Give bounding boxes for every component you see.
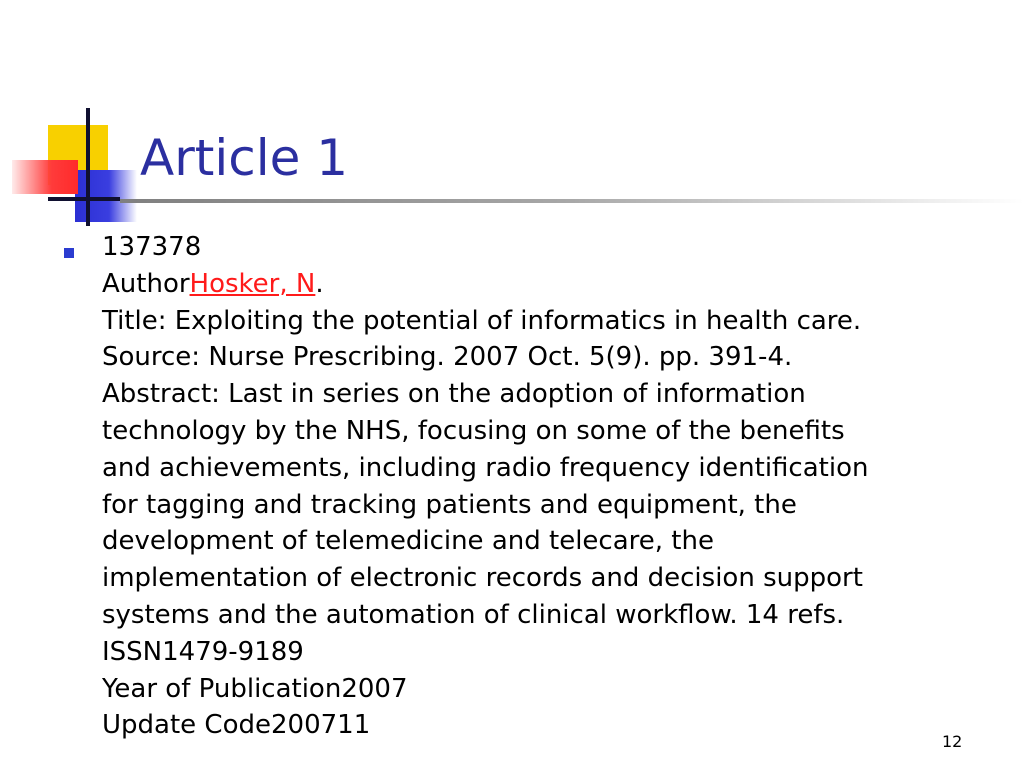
page-number: 12: [942, 732, 963, 751]
record-update-code: Update Code200711: [102, 710, 371, 741]
abstract-line: technology by the NHS, focusing on some of the benefits: [102, 415, 845, 446]
author-suffix: .: [315, 268, 324, 299]
author-link[interactable]: Hosker, N: [189, 268, 316, 299]
record-source: Source: Nurse Prescribing. 2007 Oct. 5(9). pp. 391-4.: [102, 342, 793, 373]
decor-horizontal-line: [48, 197, 120, 201]
author-label: Author: [102, 268, 190, 299]
decor-blue-square: [75, 170, 137, 222]
slide-title: Article 1: [140, 129, 349, 187]
bullet-square-icon: [64, 248, 74, 258]
decor-red-bar: [12, 160, 78, 194]
title-underline-rule: [120, 199, 1024, 203]
record-id: 137378: [102, 232, 202, 262]
abstract-line: Abstract: Last in series on the adoption of information: [102, 379, 806, 410]
abstract-line: development of telemedicine and telecare, the: [102, 526, 714, 557]
abstract-line: implementation of electronic records and decision support: [102, 563, 863, 594]
record-issn: ISSN1479-9189: [102, 636, 304, 667]
abstract-line: and achievements, including radio frequency identification: [102, 452, 869, 483]
article-record: [102, 229, 1002, 744]
abstract-line: systems and the automation of clinical workflow. 14 refs.: [102, 599, 845, 630]
record-title: Title: Exploiting the potential of informatics in health care.: [102, 305, 862, 336]
author-line: [102, 266, 1002, 303]
abstract-line: for tagging and tracking patients and equipment, the: [102, 489, 797, 520]
decor-vertical-line: [86, 108, 90, 226]
record-year: Year of Publication2007: [102, 673, 408, 704]
